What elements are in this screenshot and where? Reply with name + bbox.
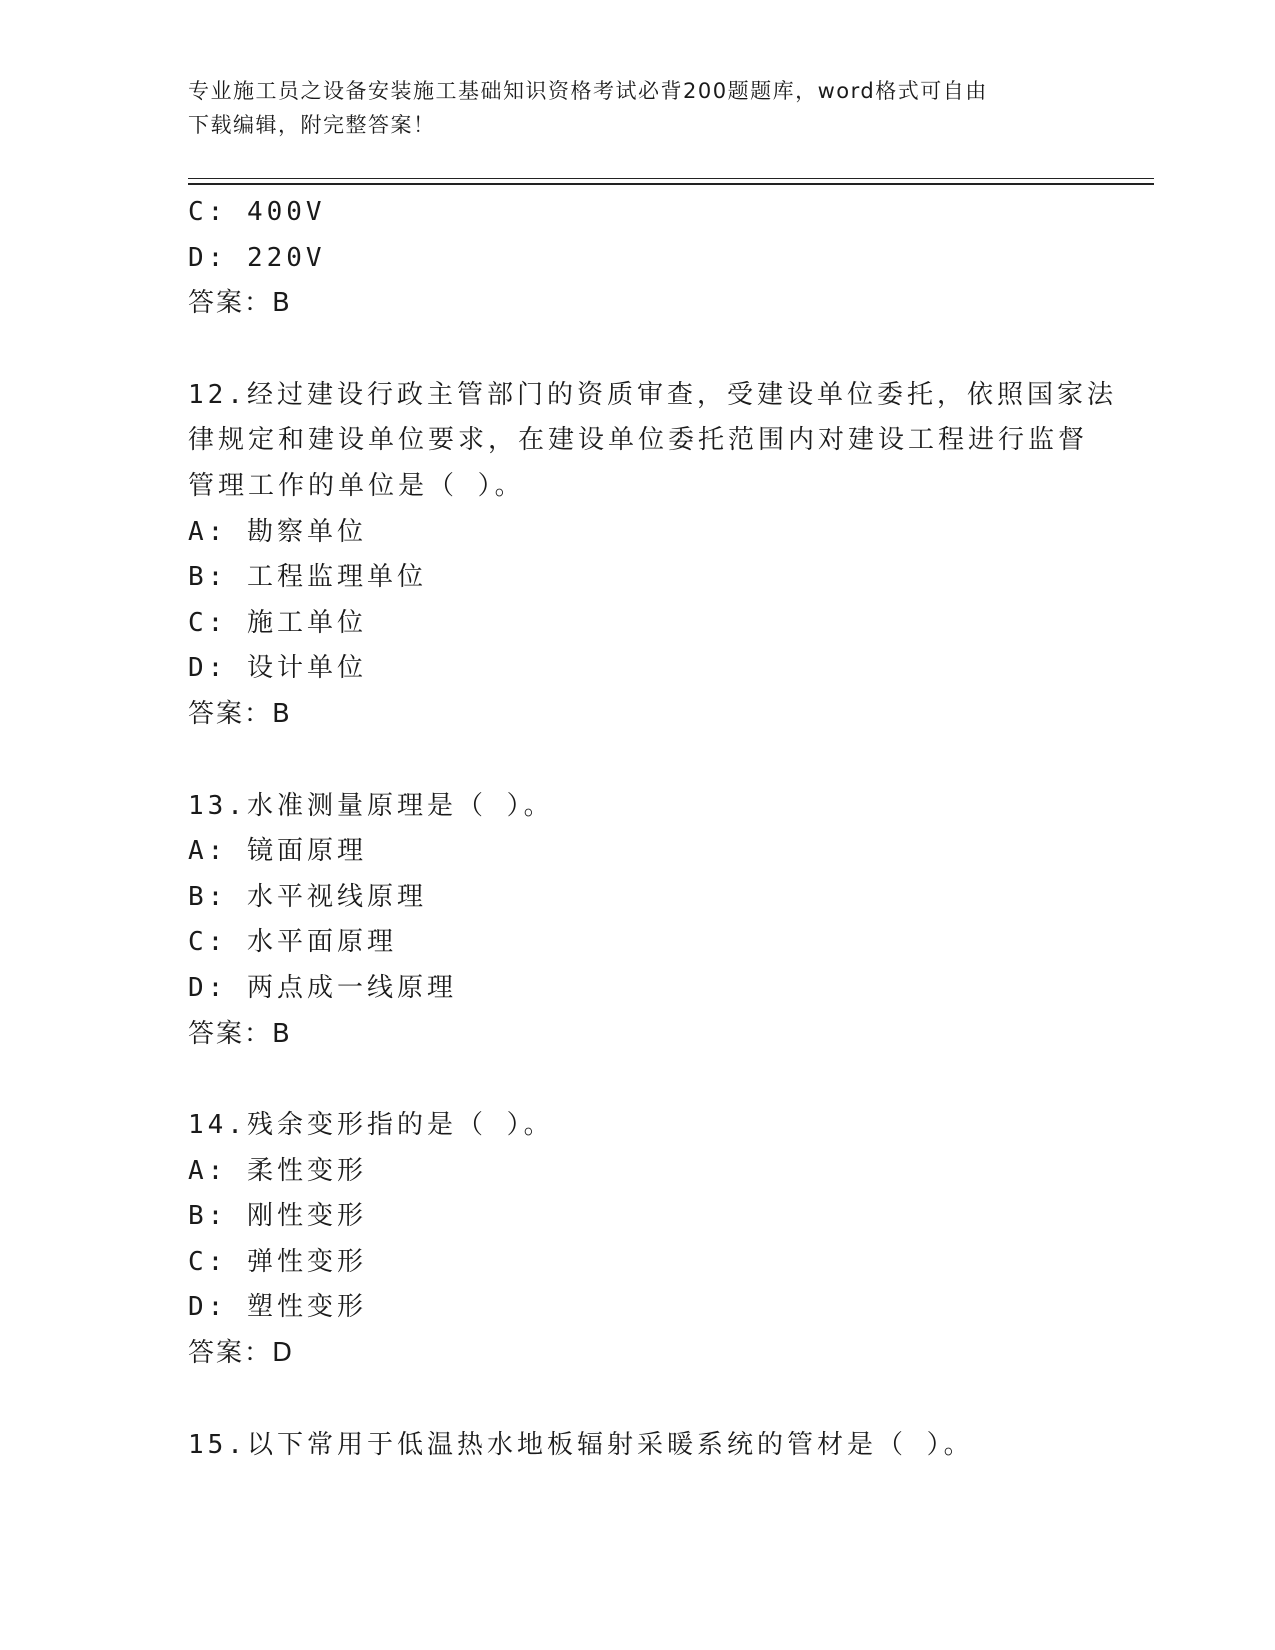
question-line: D: 塑性变形 [188, 1292, 367, 1323]
question-line: 12.经过建设行政主管部门的资质审查，受建设单位委托，依照国家法 [188, 379, 1117, 410]
question-block [188, 784, 1088, 1058]
question-line: A: 镜面原理 [188, 836, 367, 867]
page-header [188, 74, 1068, 142]
question-block [188, 1103, 1088, 1377]
question-line: 15.以下常用于低温热水地板辐射采暖系统的管材是（ ）。 [188, 1429, 974, 1460]
answer-line: 答案：B [188, 698, 292, 729]
block-gap [188, 1057, 1088, 1103]
question-line: C: 施工单位 [188, 607, 367, 638]
header-rule-bottom [188, 183, 1154, 185]
question-line: C: 弹性变形 [188, 1246, 367, 1277]
question-line: 管理工作的单位是（ ）。 [188, 470, 525, 501]
header-line-1: 专业施工员之设备安装施工基础知识资格考试必背200题题库，word格式可自由 [188, 79, 988, 103]
question-line: D: 设计单位 [188, 653, 367, 684]
question-line: 13.水准测量原理是（ ）。 [188, 790, 554, 821]
question-line: C: 400V [188, 197, 326, 227]
question-list [188, 190, 1117, 1468]
question-block [188, 1423, 1088, 1469]
question-line: 14.残余变形指的是（ ）。 [188, 1110, 554, 1141]
question-line: B: 工程监理单位 [188, 562, 427, 593]
block-gap [188, 1377, 1088, 1423]
header-rule-top [188, 178, 1154, 179]
question-line: B: 水平视线原理 [188, 881, 427, 912]
answer-line: 答案：B [188, 288, 292, 319]
question-line: D: 两点成一线原理 [188, 972, 457, 1003]
block-gap [188, 738, 1088, 784]
question-line: A: 勘察单位 [188, 516, 367, 547]
question-line: B: 刚性变形 [188, 1201, 367, 1232]
question-line: 律规定和建设单位要求，在建设单位委托范围内对建设工程进行监督 [188, 425, 1089, 456]
answer-line: 答案：D [188, 1338, 295, 1369]
question-line: A: 柔性变形 [188, 1155, 367, 1186]
header-line-2: 下载编辑，附完整答案！ [188, 113, 436, 137]
answer-line: 答案：B [188, 1018, 292, 1049]
question-line: D: 220V [188, 242, 326, 273]
question-block [188, 190, 1088, 327]
block-gap [188, 327, 1088, 373]
question-block [188, 373, 1117, 738]
question-line: C: 水平面原理 [188, 927, 397, 958]
